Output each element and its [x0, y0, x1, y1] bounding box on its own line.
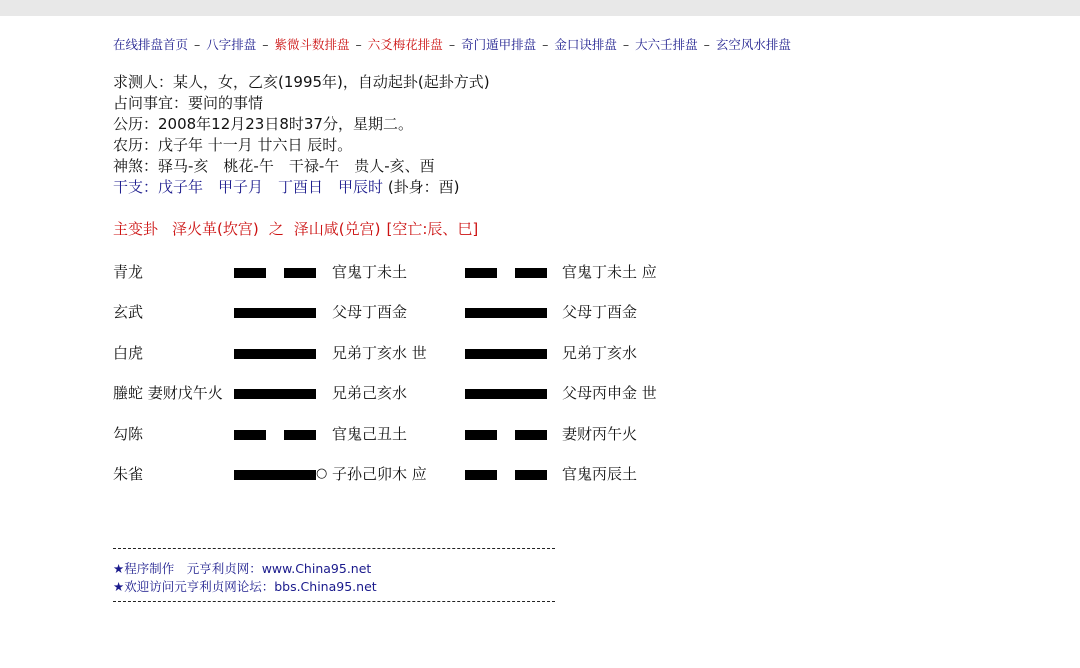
changed-yin-line — [465, 470, 547, 480]
gua-title-label: 主变卦 — [113, 220, 159, 238]
yin-segment — [465, 470, 497, 480]
six-god-label: 朱雀 — [113, 465, 144, 483]
nav-separator: – — [703, 37, 710, 52]
footer-divider — [113, 601, 555, 602]
ganzhi-line — [113, 177, 490, 198]
changed-yang-line — [465, 389, 547, 399]
six-god-label: 螣蛇 妻财戊午火 — [113, 384, 223, 402]
main-yao-text: 兄弟丁亥水 世 — [332, 344, 427, 362]
yin-segment — [234, 268, 266, 278]
six-god-label: 勾陈 — [113, 425, 144, 443]
changed-yao-text: 官鬼丙辰土 — [562, 465, 638, 483]
main-yang-line — [234, 308, 316, 318]
yao-row — [113, 342, 813, 364]
nav-liuyao-link[interactable]: 六爻梅花排盘 — [367, 37, 443, 52]
nav-qimen-link[interactable]: 奇门遁甲排盘 — [461, 37, 537, 52]
main-yao-text: 官鬼己丑土 — [332, 425, 408, 443]
yang-segment — [465, 308, 547, 318]
main-yin-line — [234, 268, 316, 278]
changed-yao-text: 父母丙申金 世 — [562, 384, 657, 402]
nav-separator: – — [622, 37, 630, 52]
changed-yang-line — [465, 349, 547, 359]
moving-line-mark: ○ — [316, 466, 328, 481]
nav-separator: – — [262, 37, 269, 52]
yin-segment — [515, 430, 547, 440]
footer-divider — [113, 548, 555, 549]
divination-info — [113, 72, 490, 198]
nav-separator: – — [355, 37, 362, 52]
main-yin-line — [234, 430, 316, 440]
gua-connector: 之 — [268, 220, 284, 238]
changed-yao-text: 父母丁酉金 — [562, 303, 638, 321]
yin-segment — [515, 268, 547, 278]
guashen: (卦身：酉) — [387, 178, 460, 196]
changed-yao-text: 妻财丙午火 — [562, 425, 638, 443]
changed-gua-name: 泽山咸(兑宫) — [293, 220, 381, 238]
nav-home-link[interactable]: 在线排盘首页 — [113, 37, 189, 52]
gua-title — [113, 218, 492, 239]
nav-separator: – — [542, 37, 549, 52]
yao-row — [113, 261, 813, 283]
nav-ziwei-link[interactable]: 紫微斗数排盘 — [274, 37, 350, 52]
yang-segment — [465, 389, 547, 399]
yang-segment — [234, 470, 316, 480]
main-yang-line — [234, 349, 316, 359]
nav-bazi-link[interactable]: 八字排盘 — [206, 37, 257, 52]
yao-row — [113, 463, 813, 485]
yao-row — [113, 301, 813, 323]
main-yao-text: 子孙己卯木 应 — [332, 465, 427, 483]
main-yang-line — [234, 389, 316, 399]
nav-xuankong-link[interactable]: 玄空风水排盘 — [715, 37, 791, 52]
yin-segment — [465, 430, 497, 440]
browser-top-bar — [0, 0, 1080, 16]
nav-separator: – — [194, 37, 201, 52]
yin-segment — [234, 430, 266, 440]
changed-yin-line — [465, 268, 547, 278]
six-god-label: 白虎 — [113, 344, 144, 362]
yang-segment — [234, 308, 316, 318]
nav-jinkoujue-link[interactable]: 金口诀排盘 — [554, 37, 617, 52]
forum-line: ★欢迎访问元亨利贞网论坛：bbs.China95.net — [113, 579, 377, 594]
yin-segment — [515, 470, 547, 480]
yang-segment — [234, 389, 316, 399]
changed-yao-text: 官鬼丁未土 应 — [562, 263, 657, 281]
changed-yang-line — [465, 308, 547, 318]
ganzhi-label: 干支： — [113, 178, 159, 196]
main-yang-line — [234, 470, 316, 480]
credit-line: ★程序制作 元亨利贞网：www.China95.net — [113, 561, 372, 576]
yao-row — [113, 382, 813, 404]
yao-row — [113, 423, 813, 445]
six-god-label: 玄武 — [113, 303, 144, 321]
yin-segment — [284, 430, 316, 440]
yang-segment — [234, 349, 316, 359]
main-gua-name: 泽火革(坎宫) — [172, 220, 259, 238]
yang-segment — [465, 349, 547, 359]
six-god-label: 青龙 — [113, 263, 144, 281]
kongwang: [空亡:辰、巳] — [386, 220, 479, 238]
changed-yin-line — [465, 430, 547, 440]
nav-separator: – — [448, 37, 456, 52]
main-yao-text: 官鬼丁未土 — [332, 263, 408, 281]
yin-segment — [465, 268, 497, 278]
nav-daliuren-link[interactable]: 大六壬排盘 — [635, 37, 698, 52]
solar-date-line: 公历：2008年12月23日8时37分，星期二。 — [113, 115, 413, 133]
changed-yao-text: 兄弟丁亥水 — [562, 344, 638, 362]
yin-segment — [284, 268, 316, 278]
querent-line: 求测人：某人，女，乙亥(1995年)，自动起卦(起卦方式) — [113, 73, 490, 91]
top-nav — [113, 35, 791, 53]
shensha-line: 神煞：驿马-亥 桃花-午 干禄-午 贵人-亥、酉 — [113, 157, 435, 175]
lunar-date-line: 农历：戊子年 十一月 廿六日 辰时。 — [113, 136, 353, 154]
ganzhi-values: 戊子年 甲子月 丁酉日 甲辰时 — [158, 178, 384, 196]
matter-line: 占问事宜：要问的事情 — [113, 94, 264, 112]
main-yao-text: 父母丁酉金 — [332, 303, 408, 321]
main-yao-text: 兄弟己亥水 — [332, 384, 408, 402]
